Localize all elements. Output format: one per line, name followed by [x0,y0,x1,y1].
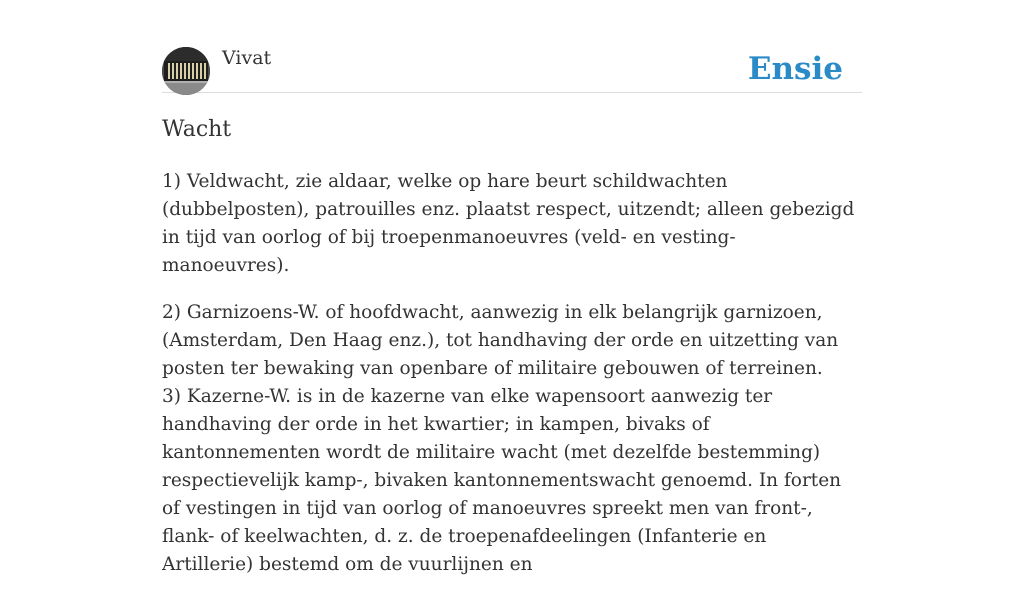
paragraph-2: 2) Garnizoens-W. of hoofdwacht, aanwezig in elk belangrijk garnizoen, (Amsterdam, Den Haag enz.), tot handhaving der orde en uitzetting van posten ter bewaking van openbare of militaire gebouwen of terreinen. 3) Kazerne-W. is in de kazerne van elke wapensoort aanwezig ter handhaving der orde in het kwartier; in kampen, bivaks of kantonnementen wordt de militaire wacht (met dezelfde bestemming) respectievelijk kamp-, bivaken kantonnementswacht genoemd. In forten of vestingen in tijd van oorlog of manoeuvres spreekt men van front-, flank- of keelwachten, d. z. de troepenafdeelingen (Infanterie en Artillerie) bestemd om de vuurlijnen en [162,302,842,575]
paragraph-1: 1) Veldwacht, zie aldaar, welke op hare beurt schildwachten (dubbelposten), patrouilles enz. plaatst respect, uitzendt; alleen gebezigd in tijd van oorlog of bij troepenmanoeuvres (veld- en vesting-manoeuvres). [162,171,855,276]
author-name[interactable]: Vivat [222,47,272,69]
brand-logo[interactable]: Ensie [747,51,843,87]
avatar[interactable] [162,47,210,95]
page-container [162,0,862,575]
article-title: Wacht [162,117,232,142]
header [162,0,862,93]
typewriter-icon [162,47,210,95]
article-body [162,168,862,598]
